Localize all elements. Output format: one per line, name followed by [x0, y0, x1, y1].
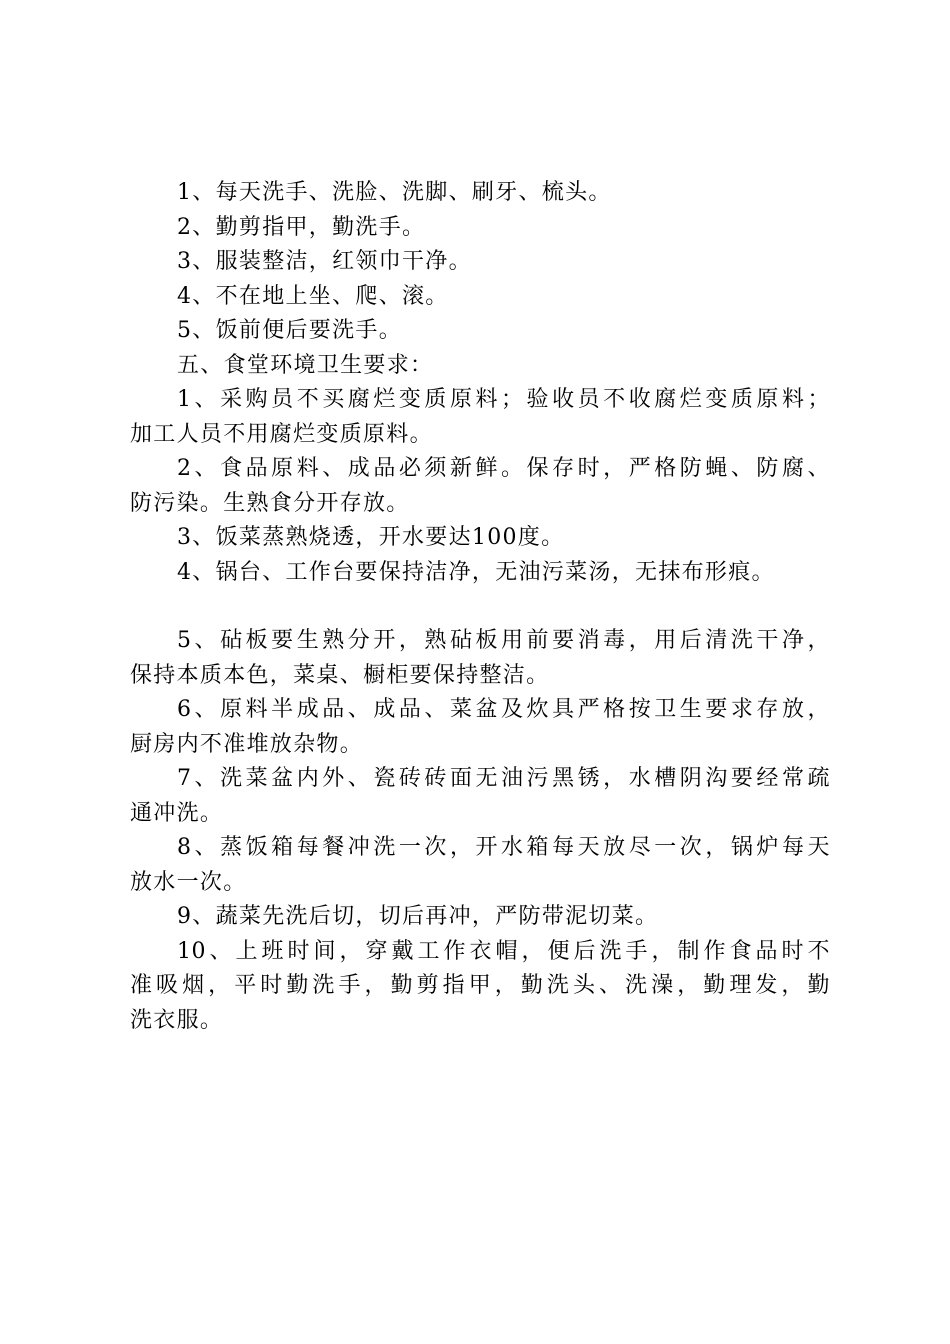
document-body [130, 176, 830, 1038]
canteen-item-7-line-2: 通冲洗。 [130, 800, 224, 826]
section-heading: 五、食堂环境卫生要求： [177, 352, 434, 378]
canteen-item-2-line-2: 防污染。生熟食分开存放。 [130, 490, 410, 516]
hygiene-item-5: 5、饭前便后要洗手。 [177, 318, 402, 343]
canteen-item-10-line-1: 10、上班时间，穿戴工作衣帽，便后洗手，制作食品时不 [177, 938, 830, 964]
hygiene-item-2: 2、勤剪指甲，勤洗手。 [177, 214, 426, 240]
canteen-item-2-line-1: 2、食品原料、成品必须新鲜。保存时，严格防蝇、防腐、 [177, 456, 830, 481]
canteen-item-8-line-1: 8、蒸饭箱每餐冲洗一次，开水箱每天放尽一次，锅炉每天 [177, 835, 830, 860]
paragraph-gap [130, 590, 830, 624]
canteen-item-5-line-1: 5、砧板要生熟分开，熟砧板用前要消毒，用后清洗干净， [177, 628, 830, 653]
canteen-item-1-line-1: 1、采购员不买腐烂变质原料；验收员不收腐烂变质原料； [177, 387, 830, 412]
canteen-item-4: 4、锅台、工作台要保持洁净，无油污菜汤，无抹布形痕。 [177, 559, 775, 585]
canteen-item-10-line-2: 准吸烟，平时勤洗手，勤剪指甲，勤洗头、洗澡，勤理发，勤 [130, 973, 830, 998]
hygiene-item-4: 4、不在地上坐、爬、滚。 [177, 283, 449, 309]
canteen-item-8-line-2: 放水一次。 [130, 869, 247, 895]
hygiene-item-3: 3、服装整洁，红领巾干净。 [177, 249, 472, 274]
canteen-item-1-line-2: 加工人员不用腐烂变质原料。 [130, 421, 433, 447]
canteen-item-5-line-2: 保持本质本色，菜桌、橱柜要保持整洁。 [130, 662, 550, 688]
canteen-item-9: 9、蔬菜先洗后切，切后再冲，严防带泥切菜。 [177, 904, 659, 929]
canteen-item-6-line-2: 厨房内不准堆放杂物。 [130, 731, 364, 757]
canteen-item-6-line-1: 6、原料半成品、成品、菜盆及炊具严格按卫生要求存放， [177, 697, 830, 722]
canteen-item-10-line-3: 洗衣服。 [130, 1007, 224, 1033]
hygiene-item-1: 1、每天洗手、洗脸、洗脚、刷牙、梳头。 [177, 180, 612, 205]
canteen-item-7-line-1: 7、洗菜盆内外、瓷砖砖面无油污黑锈，水槽阴沟要经常疏 [177, 766, 830, 791]
canteen-item-3: 3、饭菜蒸熟烧透，开水要达100度。 [177, 525, 565, 550]
